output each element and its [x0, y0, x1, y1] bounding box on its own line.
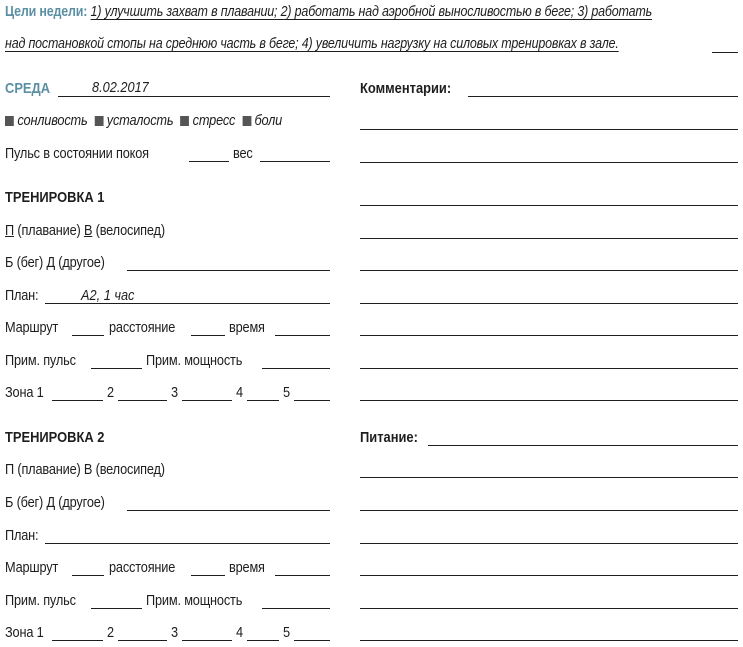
nutrition-line-3[interactable]	[360, 510, 738, 511]
training1-zone3-field[interactable]	[182, 400, 232, 401]
training1-power-field[interactable]	[262, 368, 330, 369]
training1-zone2-field[interactable]	[118, 400, 167, 401]
weight-label: вес	[233, 146, 253, 162]
training2-power-field[interactable]	[262, 608, 330, 609]
training2-time-field[interactable]	[275, 575, 330, 576]
training1-time-label: время	[229, 320, 265, 336]
training1-sport-swim-text: (плавание)	[14, 223, 84, 239]
training2-plan-field[interactable]	[45, 543, 330, 544]
state-stress[interactable]: стресс	[192, 113, 236, 129]
nutrition-line-5[interactable]	[360, 575, 738, 576]
training1-zone5-label: 5	[283, 385, 290, 401]
checkbox-square-icon[interactable]	[5, 116, 14, 126]
training2-other-field[interactable]	[127, 510, 330, 511]
goals-text-line2: над постановкой стопы на среднюю часть в беге; 4) увеличить нагрузку на силовых тренировках в зале.	[5, 36, 619, 52]
training1-title: ТРЕНИРОВКА 1	[5, 189, 105, 206]
training1-zone1-field[interactable]	[52, 400, 103, 401]
training1-sport-bike-text: (велосипед)	[92, 223, 165, 239]
date-value[interactable]: 8.02.2017	[92, 80, 149, 96]
training1-power-label: Прим. мощность	[146, 353, 243, 369]
training2-zone-label: Зона 1	[5, 625, 44, 641]
training1-distance-field[interactable]	[191, 335, 225, 336]
training1-sport-bike-letter[interactable]: В	[83, 223, 93, 239]
comments-line-1[interactable]	[468, 96, 738, 97]
training2-zone4-field[interactable]	[247, 640, 279, 641]
training1-sport-row1	[5, 223, 165, 239]
training2-distance-field[interactable]	[191, 575, 225, 576]
nutrition-line-2[interactable]	[360, 477, 738, 478]
day-name: СРЕДА	[5, 80, 51, 97]
training1-route-field[interactable]	[72, 335, 104, 336]
comments-line-10[interactable]	[360, 400, 738, 401]
weekly-goals-line1	[5, 4, 652, 20]
state-options	[5, 113, 282, 129]
training1-zone-label: Зона 1	[5, 385, 44, 401]
weekly-goals-line2	[5, 36, 619, 52]
training1-other-field[interactable]	[127, 270, 330, 271]
training1-zone4-label: 4	[236, 385, 243, 401]
goals-underline-end	[712, 52, 738, 53]
training1-plan-value[interactable]: А2, 1 час	[81, 288, 135, 304]
training2-zone5-field[interactable]	[294, 640, 330, 641]
training1-zone4-field[interactable]	[247, 400, 279, 401]
training1-zone2-label: 2	[107, 385, 114, 401]
training2-route-label: Маршрут	[5, 560, 59, 576]
training1-sport-swim-letter[interactable]: П	[5, 223, 15, 239]
training2-sport-row2: Б (бег) Д (другое)	[5, 495, 105, 511]
training2-route-field[interactable]	[72, 575, 104, 576]
checkbox-square-icon[interactable]	[242, 116, 251, 126]
comments-line-2[interactable]	[360, 129, 738, 130]
training2-zone4-label: 4	[236, 625, 243, 641]
training2-zone2-field[interactable]	[118, 640, 167, 641]
resting-pulse-label: Пульс в состоянии покоя	[5, 146, 149, 162]
state-pain[interactable]: боли	[254, 113, 283, 129]
training2-power-label: Прим. мощность	[146, 593, 243, 609]
training1-plan-label: План:	[5, 288, 39, 304]
training1-route-label: Маршрут	[5, 320, 59, 336]
weight-field[interactable]	[260, 161, 330, 162]
training2-zone1-field[interactable]	[52, 640, 103, 641]
training1-zone5-field[interactable]	[294, 400, 330, 401]
comments-line-4[interactable]	[360, 205, 738, 206]
training2-zone2-label: 2	[107, 625, 114, 641]
training2-plan-label: План:	[5, 528, 39, 544]
checkbox-square-icon[interactable]	[94, 116, 103, 126]
state-drowsiness[interactable]: сонливость	[17, 113, 88, 129]
resting-pulse-field[interactable]	[189, 161, 229, 162]
comments-line-6[interactable]	[360, 270, 738, 271]
nutrition-line-4[interactable]	[360, 543, 738, 544]
comments-line-8[interactable]	[360, 335, 738, 336]
nutrition-line-7[interactable]	[360, 640, 738, 641]
comments-line-9[interactable]	[360, 368, 738, 369]
nutrition-line-6[interactable]	[360, 608, 738, 609]
training2-zone5-label: 5	[283, 625, 290, 641]
date-line	[58, 96, 330, 97]
comments-line-7[interactable]	[360, 303, 738, 304]
nutrition-line-1[interactable]	[428, 445, 738, 446]
nutrition-label: Питание:	[360, 429, 418, 446]
state-fatigue[interactable]: усталость	[106, 113, 174, 129]
checkbox-square-icon[interactable]	[180, 116, 189, 126]
training2-title: ТРЕНИРОВКА 2	[5, 429, 105, 446]
training2-sport-row1[interactable]: П (плавание) В (велосипед)	[5, 462, 165, 478]
training1-distance-label: расстояние	[109, 320, 176, 336]
comments-line-5[interactable]	[360, 238, 738, 239]
training1-pulse-label: Прим. пульс	[5, 353, 76, 369]
comments-label: Комментарии:	[360, 80, 452, 97]
goals-label: Цели недели:	[5, 4, 88, 20]
training1-zone3-label: 3	[171, 385, 178, 401]
training2-zone3-field[interactable]	[182, 640, 232, 641]
training1-sport-row2: Б (бег) Д (другое)	[5, 255, 105, 271]
training2-pulse-label: Прим. пульс	[5, 593, 76, 609]
training2-pulse-field[interactable]	[91, 608, 142, 609]
goals-text-line1: 1) улучшить захват в плавании; 2) работать над аэробной выносливостью в беге; 3) работать	[90, 4, 652, 20]
training1-pulse-field[interactable]	[91, 368, 142, 369]
training2-zone3-label: 3	[171, 625, 178, 641]
training2-distance-label: расстояние	[109, 560, 176, 576]
training1-time-field[interactable]	[275, 335, 330, 336]
comments-line-3[interactable]	[360, 162, 738, 163]
training2-time-label: время	[229, 560, 265, 576]
